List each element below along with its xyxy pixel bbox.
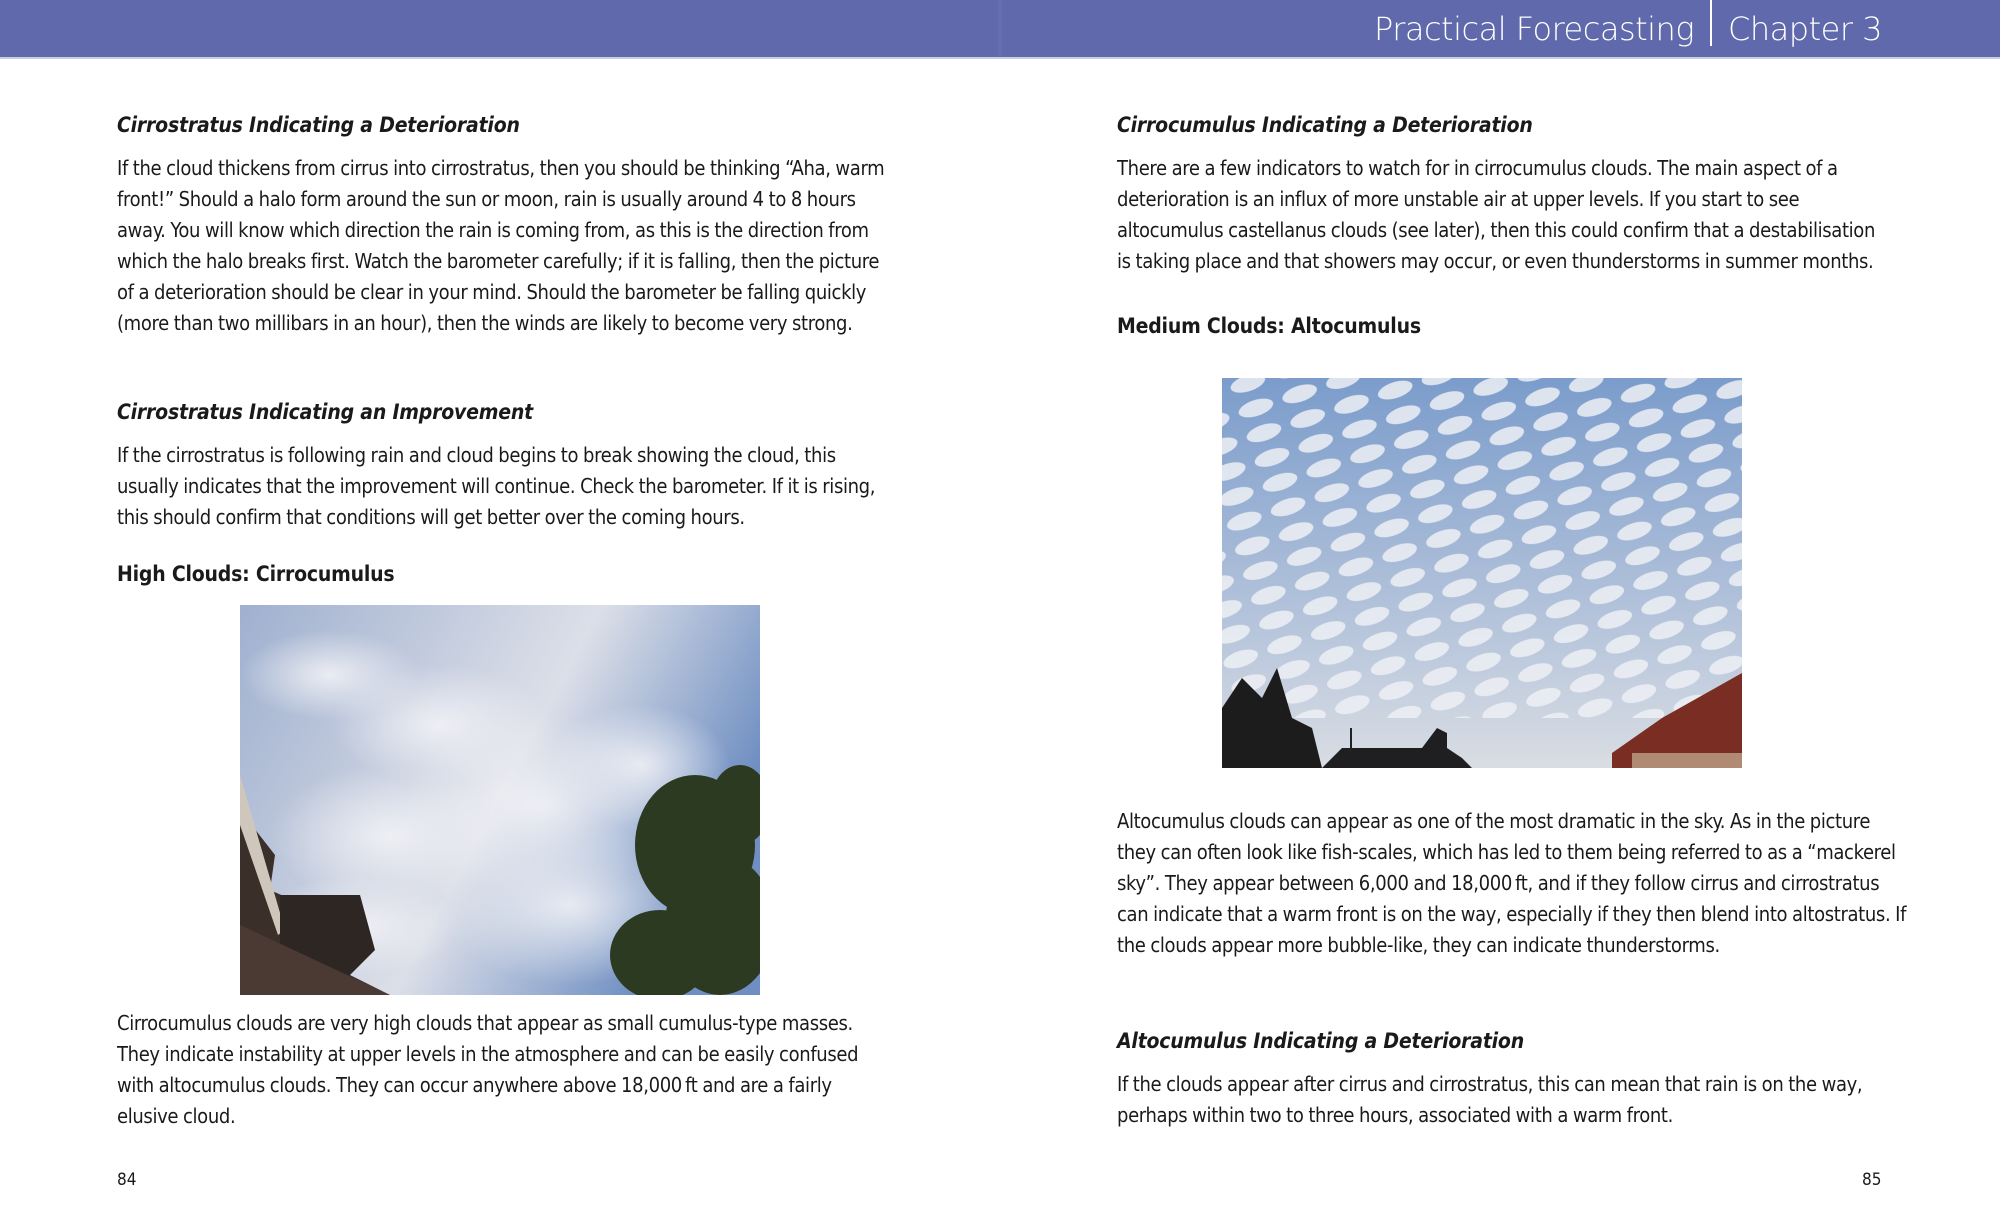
cloud-photo-icon [1222,378,1742,768]
section-body: Cirrocumulus clouds are very high clouds that appear as small cumulus-type masses. They indicate instability at upper levels in the atmosphere and can be easily confused with altocumulus clouds. They can occur anywhere above 18,000 ft and are a fairly elusive cloud. [117,1011,859,1128]
page-spine-seam [998,0,1002,57]
chapter-label: Chapter 3 [1728,10,1882,48]
section-body: If the cirrostratus is following rain and cloud begins to break showing the cloud, this usually indicates that the improvement will continue. Check the barometer. If it is rising, this should confirm that conditions will get better over the coming hours. [117,443,876,529]
cloud-photo-icon [240,605,760,995]
running-head [1374,6,1882,52]
section-body: If the cloud thickens from cirrus into cirrostratus, then you should be thinking “Aha, warm front!” Should a halo form around the sun or moon, rain is usually around 4 to 8 hours away. You will know which direction the rain is coming from, as this is the direction from which the halo breaks first. Watch the barometer carefully; if it is falling, then the picture of a deterioration should be clear in your mind. Should the barometer be falling quickly (more than two millibars in an hour), then the winds are likely to become very strong. [117,156,885,335]
section-body: If the clouds appear after cirrus and cirrostratus, this can mean that rain is on the way, perhaps within two to three hours, associated with a warm front. [1117,1072,1863,1127]
section-heading: High Clouds: Cirrocumulus [117,562,395,586]
cirrocumulus-photo [240,605,760,995]
section-body: There are a few indicators to watch for in cirrocumulus clouds. The main aspect of a deterioration is an influx of more unstable air at upper levels. If you start to see altocumulus castellanus clouds (see later), then this could confirm that a destabilisation is taking place and that showers may occur, or even thunderstorms in summer months. [1117,156,1876,273]
section-body: Altocumulus clouds can appear as one of the most dramatic in the sky. As in the picture they can often look like fish-scales, which has led to them being referred to as a “mackerel sky”. They appear between 6,000 and 18,000 ft, and if they follow cirrus and cirrostratus can indicate that a warm front is on the way, especially if they then blend into altostratus. If the clouds appear more bubble-like, they can indicate thunderstorms. [1117,809,1907,957]
section-heading: Altocumulus Indicating a Deterioration [1117,1029,1524,1053]
book-title: Practical Forecasting [1373,10,1695,48]
altocumulus-photo [1222,378,1742,768]
page-number: 84 [117,1170,137,1190]
section-heading: Cirrocumulus Indicating a Deterioration [1117,113,1533,137]
section-heading: Medium Clouds: Altocumulus [1117,314,1421,338]
header-divider [1710,0,1712,46]
page-number: 85 [1862,1170,1882,1190]
running-header-bar [0,0,2000,59]
section-heading: Cirrostratus Indicating an Improvement [117,400,533,424]
section-heading: Cirrostratus Indicating a Deterioration [117,113,520,137]
